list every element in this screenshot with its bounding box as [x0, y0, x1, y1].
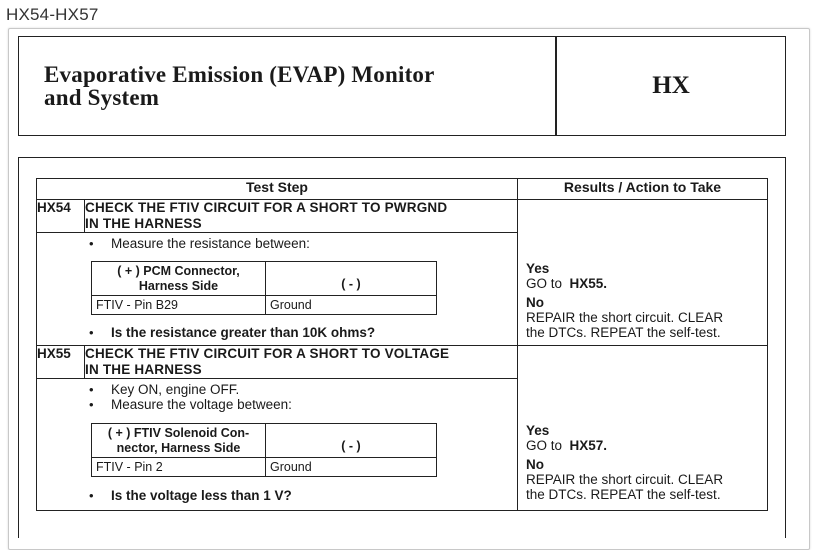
test-step-table	[36, 178, 768, 511]
step-title-line-2: IN THE HARNESS	[85, 216, 202, 231]
measurement-header-left: ( + ) PCM Connector, Harness Side	[92, 262, 266, 296]
step-title	[85, 346, 518, 379]
measurement-cell-right: Ground	[266, 296, 437, 315]
step-id: HX55	[37, 346, 85, 379]
measurement-header-left: ( + ) FTIV Solenoid Con- nector, Harness Side	[92, 424, 266, 458]
step-body: • Measure the resistance between: ( + ) PCM Connector, Harness Side ( - ) FTIV - Pin B29 Ground • Is the resistance greater than 10K ohms?	[37, 233, 518, 346]
step-results	[518, 346, 768, 511]
step-title-line-2: IN THE HARNESS	[85, 362, 202, 377]
result-no-text-2: the DTCs. REPEAT the self-test.	[526, 487, 721, 502]
measurement-header-right: ( - )	[266, 262, 437, 296]
table-header-row	[37, 179, 768, 200]
section-title-line-2: and System	[44, 85, 160, 110]
measurement-table	[91, 423, 437, 477]
step-title-row	[37, 346, 768, 379]
result-yes-text: GO to HX55.	[526, 276, 608, 291]
measurement-cell-left: FTIV - Pin 2	[92, 458, 266, 477]
result-yes-label: Yes	[526, 423, 550, 438]
section-header	[18, 36, 786, 136]
step-title-line-1: CHECK THE FTIV CIRCUIT FOR A SHORT TO VOLTAGE	[85, 346, 450, 361]
result-no-label: No	[526, 457, 544, 472]
step-id: HX54	[37, 200, 85, 233]
result-yes-target: HX55.	[569, 276, 608, 291]
measurement-header-right: ( - )	[266, 424, 437, 458]
step-title	[85, 200, 518, 233]
measurement-table	[91, 261, 437, 315]
step-title-row	[37, 200, 768, 233]
result-no-text-2: the DTCs. REPEAT the self-test.	[526, 325, 721, 340]
section-code: HX	[652, 72, 690, 99]
result-no-label: No	[526, 295, 544, 310]
step-body: • Key ON, engine OFF. • Measure the voltage between: ( + ) FTIV Solenoid Con- nector, Harness Side ( - ) FTIV - Pin 2 Ground • Is the voltage less than 1 V?	[37, 379, 518, 511]
step-title-line-1: CHECK THE FTIV CIRCUIT FOR A SHORT TO PWRGND	[85, 200, 448, 215]
step-results	[518, 200, 768, 346]
page-label: HX54-HX57	[6, 5, 99, 24]
col-header-test-step: Test Step	[37, 179, 518, 200]
section-title	[44, 63, 544, 109]
result-yes-text: GO to HX57.	[526, 438, 608, 453]
result-yes-label: Yes	[526, 261, 550, 276]
section-title-line-1: Evaporative Emission (EVAP) Monitor	[44, 62, 435, 87]
measurement-cell-left: FTIV - Pin B29	[92, 296, 266, 315]
result-no-text-1: REPAIR the short circuit. CLEAR	[526, 310, 724, 325]
result-yes-target: HX57.	[569, 438, 608, 453]
result-no-text-1: REPAIR the short circuit. CLEAR	[526, 472, 724, 487]
measurement-cell-right: Ground	[266, 458, 437, 477]
col-header-results: Results / Action to Take	[518, 179, 768, 200]
